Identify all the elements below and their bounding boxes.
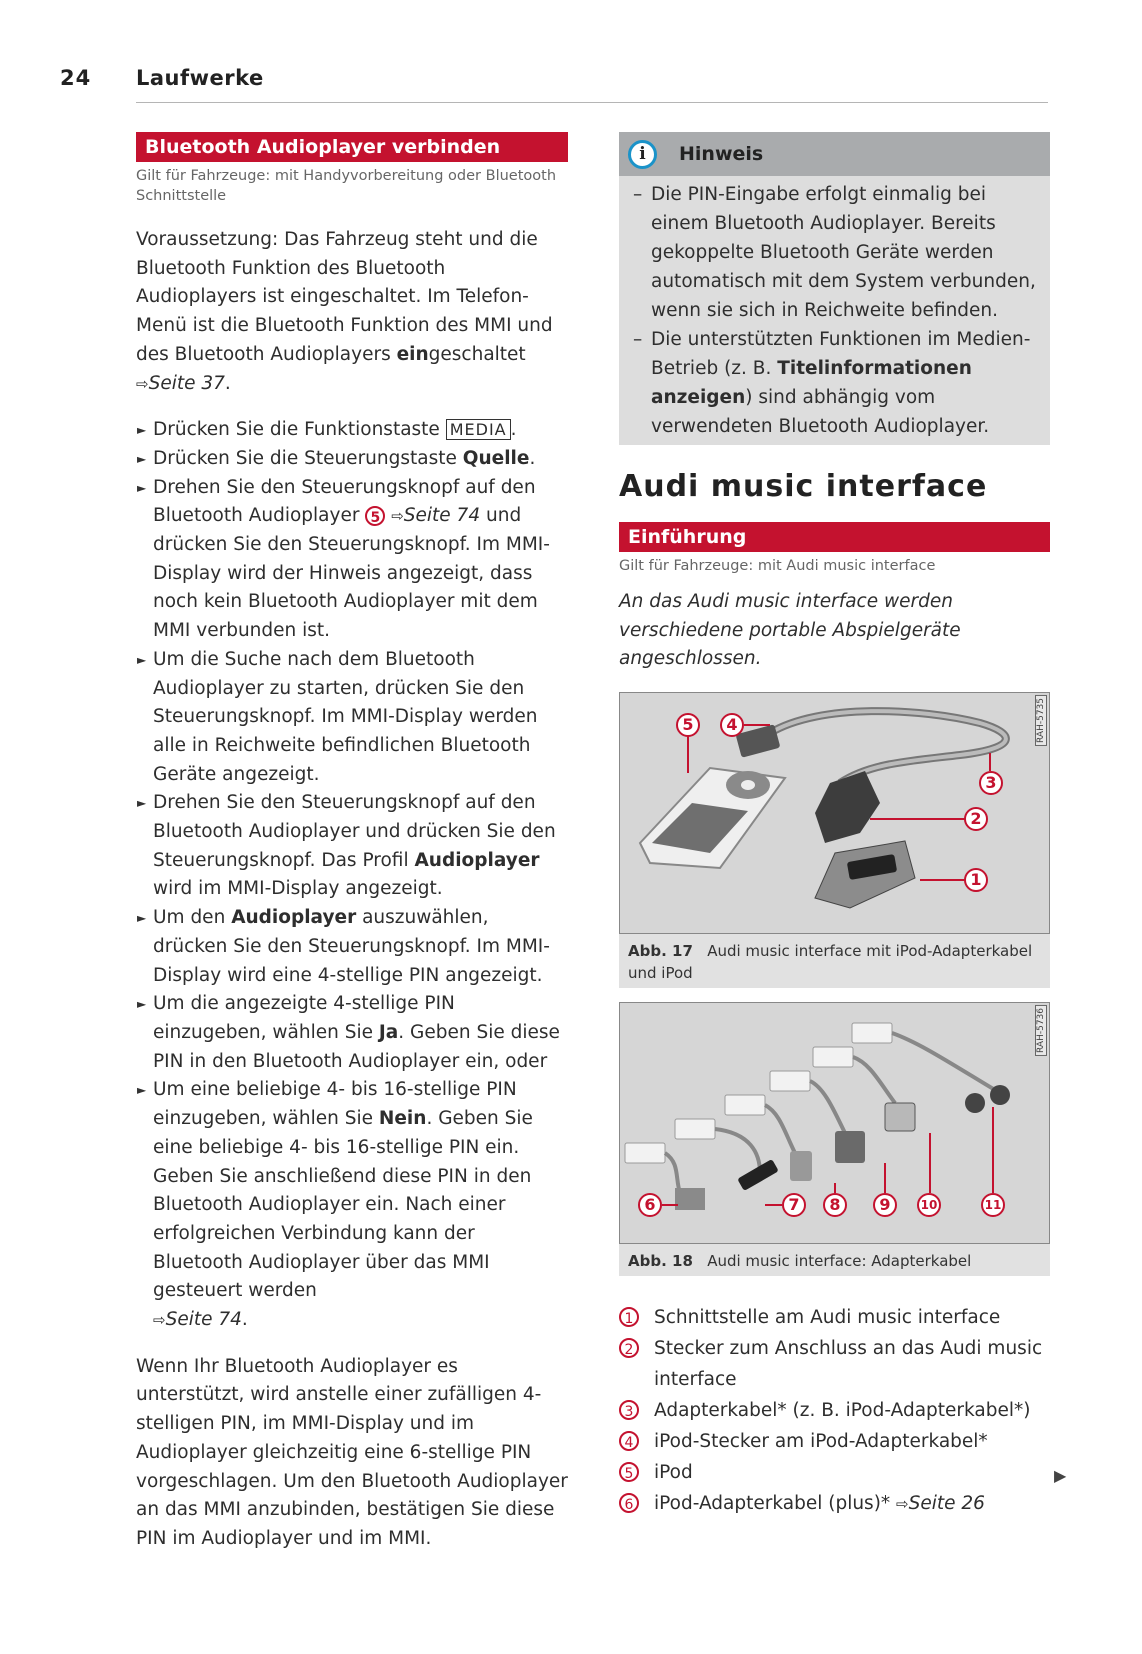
legend-item: 3 Adapterkabel* (z. B. iPod-Adapterkabel*) <box>619 1395 1050 1426</box>
step-item: ► Um die Suche nach dem Bluetooth Audioplayer zu starten, drücken Sie den Steuerungsknopf. Im MMI-Display werden alle in Reichweite befindlichen Bluetooth Geräte angezeigt. <box>136 646 568 790</box>
callout-10: 10 <box>917 1193 941 1217</box>
step-item: ► Drehen Sie den Steuerungsknopf auf den Bluetooth Audioplayer und drücken Sie den Steuerungsknopf. Das Profil Audioplayer wird im MMI-Display angezeigt. <box>136 789 568 904</box>
callout-2: 2 <box>964 807 988 831</box>
arrow-right-icon: ⇨ <box>153 1311 166 1330</box>
callout-number-icon: 3 <box>619 1400 639 1420</box>
page-ref-link[interactable]: Seite 37 <box>148 372 225 394</box>
continue-arrow-icon: ▶ <box>1054 1466 1067 1485</box>
step-item: ► Um den Audioplayer auszuwählen, drücken Sie den Steuerungsknopf. Im MMI-Display wird eine 4-stellige PIN angezeigt. <box>136 904 568 990</box>
page-ref-link[interactable]: Seite 74 <box>165 1309 242 1331</box>
bullet-triangle-icon: ► <box>137 911 147 926</box>
bullet-triangle-icon: ► <box>137 423 147 438</box>
closing-paragraph: Wenn Ihr Bluetooth Audioplayer es unterstützt, wird anstelle einer zufälligen 4-stelligen PIN, im MMI-Display und im Audioplayer gleichzeitig eine 6-stellige PIN vorgeschlagen. Um den Bluetooth Audioplayer an das MMI anzubinden, bestätigen Sie diese PIN im Audioplayer und im MMI. <box>136 1355 568 1549</box>
step-item: ► Um eine beliebige 4- bis 16-stellige PIN einzugeben, wählen Sie Nein. Geben Sie eine beliebige 4- bis 16-stellige PIN ein. Geben Sie anschließend diese PIN in den Bluetooth Audioplayer ein. Nach einer erfolgreichen Verbindung kann der Bluetooth Audioplayer über das MMI gesteuert werden ⇨Seite 74. <box>136 1076 568 1334</box>
step-item: ► Drücken Sie die Funktionstaste MEDIA . <box>136 416 568 445</box>
step-item: ► Drücken Sie die Steuerungstaste Quelle. <box>136 445 568 474</box>
figure-18 <box>619 1002 1050 1276</box>
bullet-triangle-icon: ► <box>137 451 147 466</box>
note-item: – Die unterstützten Funktionen im Medien-Betrieb (z. B. Titelinformationen anzeigen) sind abhängig vom verwendeten Bluetooth Audioplayer. <box>633 325 1036 441</box>
page-number: 24 <box>60 66 92 90</box>
applies-to-note: Gilt für Fahrzeuge: mit Handyvorbereitung oder Bluetooth Schnittstelle <box>136 168 557 204</box>
intro-paragraph: An das Audi music interface werden verschiedene portable Abspielgeräte angeschlossen. <box>619 591 961 670</box>
callout-1: 1 <box>964 868 988 892</box>
dash-bullet: – <box>633 329 643 350</box>
callout-4: 4 <box>720 713 744 737</box>
figure-17-caption: Abb. 17 Audi music interface mit iPod-Adapterkabel und iPod <box>619 934 1050 988</box>
bullet-triangle-icon: ► <box>137 1083 147 1098</box>
callout-number-icon: 2 <box>619 1338 639 1358</box>
figure-17 <box>619 692 1050 988</box>
section-title-ami: Audi music interface <box>619 469 988 504</box>
step-item: ► Drehen Sie den Steuerungsknopf auf den Bluetooth Audioplayer 5 ⇨Seite 74 und drücken Sie den Steuerungsknopf. Im MMI-Display wird der Hinweis angezeigt, dass noch kein Bluetooth Audioplayer mit dem MMI verbunden ist. <box>136 474 568 646</box>
legend-item: 1 Schnittstelle am Audi music interface <box>619 1302 1050 1333</box>
figure-18-image <box>619 1002 1050 1244</box>
note-title: Hinweis <box>679 143 764 165</box>
arrow-right-icon: ⇨ <box>136 374 149 393</box>
callout-7: 7 <box>782 1193 806 1217</box>
callout-number-icon: 1 <box>619 1307 639 1327</box>
legend-item: 2 Stecker zum Anschluss an das Audi music interface <box>619 1333 1050 1395</box>
callout-number-icon: 5 <box>365 506 385 526</box>
bullet-triangle-icon: ► <box>137 997 147 1012</box>
callout-3: 3 <box>979 771 1003 795</box>
subsection-heading-einfuehrung: Einführung <box>619 522 1050 552</box>
page-ref-link[interactable]: Seite 26 <box>908 1493 985 1515</box>
bullet-triangle-icon: ► <box>137 796 147 811</box>
note-header <box>619 132 1050 176</box>
precondition-paragraph: Voraussetzung: Das Fahrzeug steht und die Bluetooth Funktion des Bluetooth Audioplayers ist eingeschaltet. Im Telefon-Menü ist die Bluetooth Funktion des MMI und des Bluetooth Audioplayers eingeschaltet ⇨Seite 37. <box>136 229 553 394</box>
step-list <box>136 416 568 1335</box>
chapter-title: Laufwerke <box>136 66 264 90</box>
page-ref-link[interactable]: Seite 74 <box>403 505 481 527</box>
callout-9: 9 <box>873 1193 897 1217</box>
note-list <box>619 176 1050 445</box>
figure-code: RAH-5736 <box>1035 1005 1047 1056</box>
legend-item: 4 iPod-Stecker am iPod-Adapterkabel* <box>619 1426 1050 1457</box>
figure-code: RAH-5735 <box>1035 695 1047 746</box>
callout-number-icon: 6 <box>619 1493 639 1513</box>
figure-legend <box>619 1302 1050 1520</box>
callout-11: 11 <box>981 1193 1005 1217</box>
info-icon: i <box>628 140 657 169</box>
left-column <box>136 132 568 1554</box>
header-divider <box>136 102 1048 103</box>
legend-item: 6 iPod-Adapterkabel (plus)* ⇨Seite 26 <box>619 1488 1050 1520</box>
note-box <box>619 132 1050 445</box>
callout-number-icon: 5 <box>619 1462 639 1482</box>
right-column <box>619 132 1050 1520</box>
section-heading-bluetooth: Bluetooth Audioplayer verbinden <box>136 132 568 162</box>
callout-6: 6 <box>638 1193 662 1217</box>
figure-17-image <box>619 692 1050 934</box>
legend-item: 5 iPod <box>619 1457 1050 1488</box>
arrow-right-icon: ⇨ <box>391 507 404 526</box>
arrow-right-icon: ⇨ <box>896 1495 909 1514</box>
bullet-triangle-icon: ► <box>137 652 147 667</box>
step-item: ► Um die angezeigte 4-stellige PIN einzugeben, wählen Sie Ja. Geben Sie diese PIN in den Bluetooth Audioplayer ein, oder <box>136 990 568 1076</box>
callout-5: 5 <box>676 713 700 737</box>
figure-18-caption: Abb. 18 Audi music interface: Adapterkabel <box>619 1244 1050 1276</box>
applies-to-note: Gilt für Fahrzeuge: mit Audi music interface <box>619 558 936 574</box>
note-item: – Die PIN-Eingabe erfolgt einmalig bei einem Bluetooth Audioplayer. Bereits gekoppelte Bluetooth Geräte werden automatisch mit dem System verbunden, wenn sie sich in Reichweite befinden. <box>633 180 1036 325</box>
media-key-label: MEDIA <box>446 419 511 440</box>
bullet-triangle-icon: ► <box>137 480 147 495</box>
callout-number-icon: 4 <box>619 1431 639 1451</box>
callout-8: 8 <box>823 1193 847 1217</box>
dash-bullet: – <box>633 184 643 205</box>
